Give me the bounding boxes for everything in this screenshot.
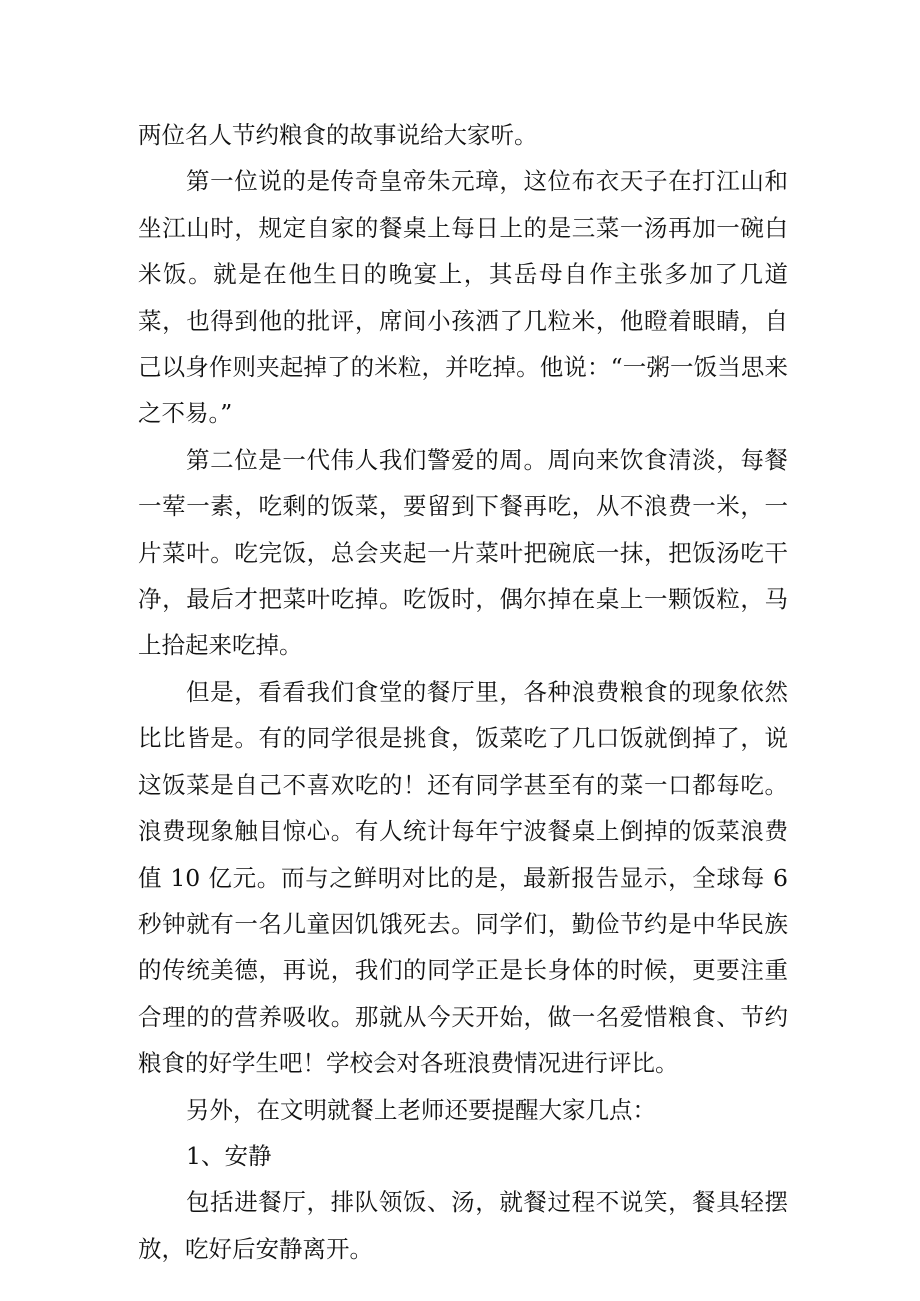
paragraph-reminders-intro: 另外，在文明就餐上老师还要提醒大家几点： <box>186 1095 656 1124</box>
list-heading-quiet: 1、安静 <box>186 1141 272 1170</box>
paragraph-canteen-waste: 但是，看看我们食堂的餐厅里，各种浪费粮食的现象依然比比皆是。有的同学很是挑食，饭菜吃了几口饭就倒掉了，说这饭菜是自己不喜欢吃的！还有同学甚至有的菜一口都每吃。浪费现象触目惊心。有人统计每年宁波餐桌上倒掉的饭菜浪费值 10 亿元。而与之鲜明对比的是，最新报告显示，全球每 6 秒钟就有一名儿童因饥饿死去。同学们，勤俭节约是中华民族的传统美德，再说，我们的同学正是长身体的时候，更要注重合理的的营养吸收。那就从今天开始，做一名爱惜粮食、节约粮食的好学生吧！学校会对各班浪费情况进行评比。 <box>138 677 788 1078</box>
paragraph-premier-zhou: 第二位是一代伟人我们警爱的周。周向来饮食清淡，每餐一荤一素，吃剩的饭菜，要留到下餐再吃，从不浪费一米，一片菜叶。吃完饭，总会夹起一片菜叶把碗底一抹，把饭汤吃干净，最后才把菜叶吃掉。吃饭时，偶尔掉在桌上一颗饭粒，马上拾起来吃掉。 <box>138 445 788 660</box>
paragraph-zhu-yuanzhang: 第一位说的是传奇皇帝朱元璋，这位布衣天子在打江山和坐江山时，规定自家的餐桌上每日上的是三菜一汤再加一碗白米饭。就是在他生日的晚宴上，其岳母自作主张多加了几道菜，也得到他的批评，席间小孩洒了几粒米，他瞪着眼睛，自己以身作则夹起掉了的米粒，并吃掉。他说：“一粥一饭当思来之不易。” <box>138 167 788 428</box>
paragraph-quiet-details: 包括进餐厅，排队领饭、汤，就餐过程不说笑，餐具轻摆放，吃好后安静离开。 <box>138 1188 788 1263</box>
document-body <box>138 112 788 1272</box>
paragraph-intro-continuation: 两位名人节约粮食的故事说给大家听。 <box>138 121 538 149</box>
